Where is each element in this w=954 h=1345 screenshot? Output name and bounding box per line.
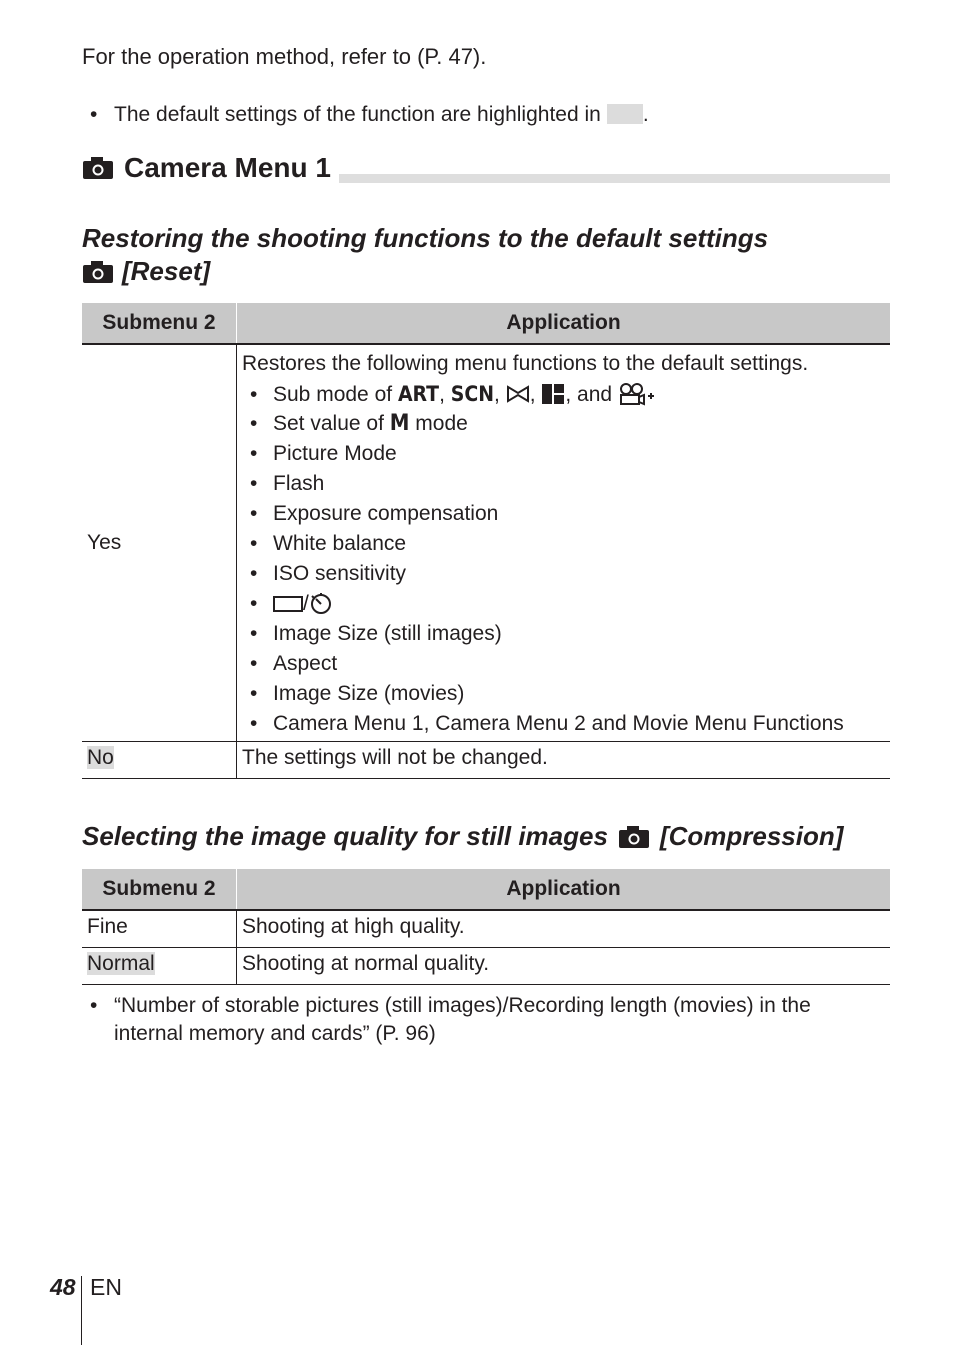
fine-description: Shooting at high quality. [237,910,891,948]
list-item: • Camera Menu 1, Camera Menu 2 and Movie Menu Functions [250,712,844,735]
list-item: • Set value of M mode [250,411,468,436]
default-settings-note: • The default settings of the function are highlighted in . [90,103,649,126]
movie-plus-icon [618,382,654,406]
table-header-row [82,869,890,910]
option-yes: Yes [82,344,237,742]
section-title: Camera Menu 1 [82,152,339,184]
reset-title: Restoring the shooting functions to the default settings [Reset] [82,223,769,286]
camera-icon [82,260,114,284]
table-row [82,910,890,948]
intro-text: For the operation method, refer to (P. 47). [82,44,487,69]
art-icon: ART [397,382,440,406]
storage-note: • “Number of storable pictures (still images)/Recording length (movies) in the internal memory and cards” (P. 96) [90,994,811,1045]
compression-table [82,869,890,985]
reset-table [82,303,890,779]
default-note-text: The default settings of the function are highlighted in [114,103,601,126]
table-row [82,344,890,742]
self-timer-icon [309,591,333,615]
panorama-icon [506,385,530,403]
no-description: The settings will not be changed. [237,742,891,779]
header-application: Application [237,303,891,344]
yes-description: Restores the following menu functions to the default settings. • Sub mode of ART, SCN, , , and • Set value of M mode • Picture Mode • Flash • Exposure compensation • White balance • ISO sensitivity • / • Image Size (still images) • Aspect • Image Size (movies) • Camera Menu 1, Camera Menu 2 and Movie Menu Functions [237,344,891,742]
table-row [82,742,890,779]
scn-icon: SCN [450,382,495,406]
list-item: • Exposure compensation [250,502,499,525]
list-item: • ISO sensitivity [250,562,407,585]
list-item: • Picture Mode [250,442,397,465]
list-item: • Aspect [250,652,338,675]
list-item: • Image Size (still images) [250,622,502,645]
option-no: No [82,742,237,779]
photo-story-icon [541,383,565,405]
option-normal: Normal [82,948,237,985]
single-shot-icon [273,593,303,613]
normal-description: Shooting at normal quality. [237,948,891,985]
highlight-swatch [607,104,643,124]
list-item: • Flash [250,472,325,495]
header-submenu: Submenu 2 [82,869,237,910]
header-submenu: Submenu 2 [82,303,237,344]
table-row [82,948,890,985]
header-application: Application [237,869,891,910]
manual-mode-icon: M [389,411,410,436]
list-item: • / [242,589,885,619]
page-number: 48 [50,1274,76,1300]
compression-title: Selecting the image quality for still images [Compression] [82,821,844,851]
section-heading [82,150,890,186]
list-item: • Image Size (movies) [250,682,465,705]
list-item: • Sub mode of ART, SCN, , , and [242,379,885,409]
reset-items-list [242,379,885,739]
list-item: • White balance [250,532,407,555]
camera-icon [82,156,114,180]
page-language: EN [90,1274,122,1300]
option-fine: Fine [82,910,237,948]
page-divider [81,1276,82,1345]
table-header-row [82,303,890,344]
camera-icon [618,825,650,849]
